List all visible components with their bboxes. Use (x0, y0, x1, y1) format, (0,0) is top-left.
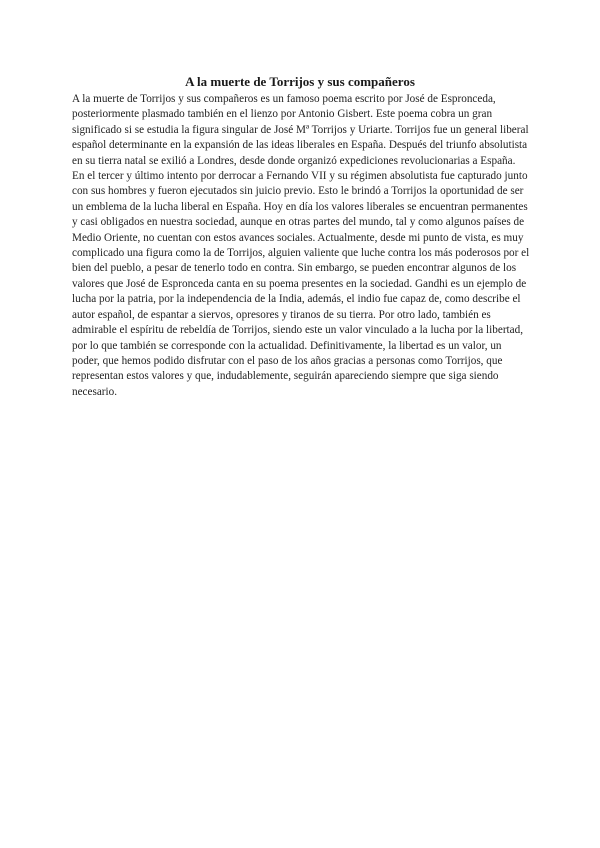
body-paragraph: A la muerte de Torrijos y sus compañeros es un famoso poema escrito por José de Espronceda, posteriormente plasmado también en el lienzo por Antonio Gisbert. Este poema cobra un gran significado si se estudia la figura singular de José Mª Torrijos y Uriarte. Torrijos fue un general liberal español determinante en la expansión de las ideas liberales en España. Después del triunfo absolutista en su tierra natal se exilió a Londres, desde donde organizó expediciones revolucionarias a España. En el tercer y último intento por derrocar a Fernando VII y su régimen absolutista fue capturado junto con sus hombres y fueron ejecutados sin juicio previo. Esto le brindó a Torrijos la oportunidad de ser un emblema de la lucha liberal en España. Hoy en día los valores liberales se encuentran permanentes y casi obligados en nuestra sociedad, aunque en otras partes del mundo, tal y como algunos países de Medio Oriente, no cuentan con estos avances sociales. Actualmente, desde mi punto de vista, es muy complicado una figura como la de Torrijos, alguien valiente que luche contra los más poderosos por el bien del pueblo, a pesar de tenerlo todo en contra. Sin embargo, se pueden encontrar algunos de los valores que José de Espronceda canta en su poema presentes en la sociedad. Gandhi es un ejemplo de lucha por la patria, por la independencia de la India, además, el indio fue capaz de, como describe el autor español, de espantar a siervos, opresores y tiranos de su tierra. Por otro lado, también es admirable el espíritu de rebeldía de Torrijos, siendo este un valor vinculado a la lucha por la libertad, por lo que también se corresponde con la actualidad. Definitivamente, la libertad es un valor, un poder, que hemos podido disfrutar con el paso de los años gracias a personas como Torrijos, que representan estos valores y que, indudablemente, seguirán apareciendo siempre que siga siendo necesario. (72, 93, 530, 398)
document-title: A la muerte de Torrijos y sus compañeros (185, 74, 415, 89)
